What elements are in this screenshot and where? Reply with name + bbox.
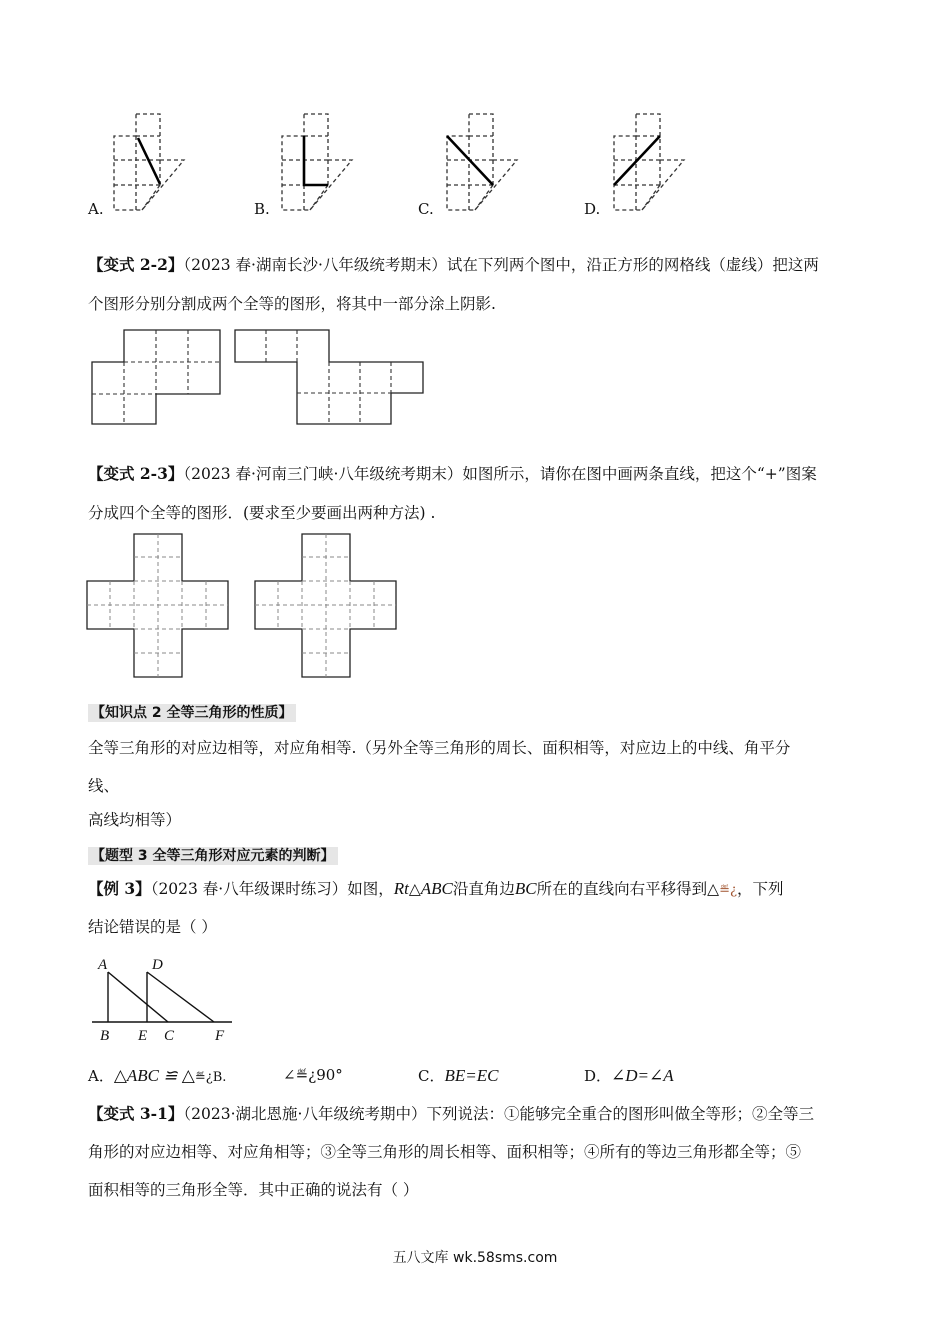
example3-line1 — [88, 879, 783, 901]
variant31-text1: （2023·湖北恩施·八年级统考期中）下列说法：①能够完全重合的图形叫做全等形；②全等三 — [183, 1105, 814, 1123]
grid-figure-left — [92, 330, 224, 426]
option-a-label: A. — [88, 200, 104, 218]
example3-text-d: ，下列 — [736, 880, 784, 898]
option3-c-label: C． — [418, 1067, 445, 1085]
example3-abc: ABC — [420, 879, 453, 898]
grid-figure-right — [235, 330, 425, 426]
option3-d — [584, 1065, 674, 1086]
triangle-translation-figure — [92, 952, 242, 1044]
example3-q: ≝¿ — [719, 883, 737, 898]
variant22-line2: 个图形分别分割成两个全等的图形，将其中一部分涂上阴影. — [88, 295, 496, 313]
option3-b-expr: ∠ — [283, 1066, 296, 1084]
label-f: F — [215, 1028, 225, 1044]
figure-option-b — [280, 112, 360, 212]
variant23-line1 — [88, 464, 817, 484]
option3-c — [418, 1065, 498, 1086]
plus-figure-left — [86, 533, 231, 679]
knowledge2-title-text: 【知识点 2 全等三角形的性质】 — [88, 704, 296, 722]
option3-d-expr: ∠D=∠A — [611, 1066, 674, 1085]
knowledge2-title — [88, 702, 296, 723]
example3-bc: BC — [514, 879, 537, 898]
label-d: D — [152, 957, 163, 973]
variant22-line1 — [88, 255, 819, 275]
variant31-line1 — [88, 1104, 814, 1124]
option3-b — [283, 1066, 343, 1084]
variant23-line2: 分成四个全等的图形．(要求至少要画出两种方法) . — [88, 504, 436, 522]
example3-line2: 结论错误的是（ ） — [88, 918, 217, 936]
type3-title-text: 【题型 3 全等三角形对应元素的判断】 — [88, 847, 338, 865]
example3-text-a: （2023 春·八年级课时练习）如图， — [150, 880, 394, 898]
label-e: E — [138, 1028, 148, 1044]
option3-c-expr: BE=EC — [444, 1066, 499, 1085]
example3-triangle: △ — [408, 880, 421, 898]
option3-d-label: D． — [584, 1067, 612, 1085]
example3-rt: Rt — [393, 879, 409, 898]
option-d-label: D. — [584, 200, 601, 218]
example3-text-c: 所在的直线向右平移得到 — [536, 880, 708, 898]
label-c: C — [164, 1028, 175, 1044]
option3-a-expr: △ABC ≌ △ — [113, 1066, 195, 1085]
variant31-tag: 【变式 3-1】 — [88, 1104, 184, 1123]
plus-figure-right — [254, 533, 399, 679]
type3-title — [88, 845, 338, 866]
option-b-label: B. — [254, 200, 270, 218]
option3-a-label: A． — [88, 1067, 114, 1085]
option3-a — [88, 1065, 226, 1086]
label-b: B — [100, 1028, 110, 1044]
figure-option-a — [112, 112, 192, 212]
variant23-tag: 【变式 2-3】 — [88, 464, 184, 483]
variant31-line2: 角形的对应边相等、对应角相等；③全等三角形的周长相等、面积相等；④所有的等边三角形都全等；⑤ — [88, 1143, 802, 1161]
example3-triangle2: △ — [707, 880, 720, 898]
example3-tag: 【例 3】 — [88, 879, 151, 898]
knowledge2-line2: 线、 — [88, 777, 120, 795]
variant31-line3: 面积相等的三角形全等．其中正确的说法有（ ） — [88, 1181, 419, 1199]
variant23-text1: （2023 春·河南三门峡·八年级统考期末）如图所示，请你在图中画两条直线，把这个“+”图案 — [183, 465, 817, 483]
variant22-tag: 【变式 2-2】 — [88, 255, 184, 274]
variant22-text1: （2023 春·湖南长沙·八年级统考期末）试在下列两个图中，沿正方形的网格线（虚线）把这两 — [183, 256, 819, 274]
option-c-label: C. — [418, 200, 434, 218]
option3-a-tail: ≝¿B. — [194, 1070, 227, 1085]
figure-option-d — [612, 112, 692, 212]
knowledge2-line1: 全等三角形的对应边相等，对应角相等.（另外全等三角形的周长、面积相等，对应边上的中线、角平分 — [88, 739, 791, 757]
figure-option-c — [445, 112, 525, 212]
option3-b-tail: ≝¿90° — [295, 1066, 343, 1084]
example3-text-b: 沿直角边 — [452, 880, 515, 898]
page-footer: 五八文库 wk.58sms.com — [392, 1250, 558, 1266]
label-a: A — [98, 957, 108, 973]
knowledge2-line3: 高线均相等） — [88, 811, 182, 829]
